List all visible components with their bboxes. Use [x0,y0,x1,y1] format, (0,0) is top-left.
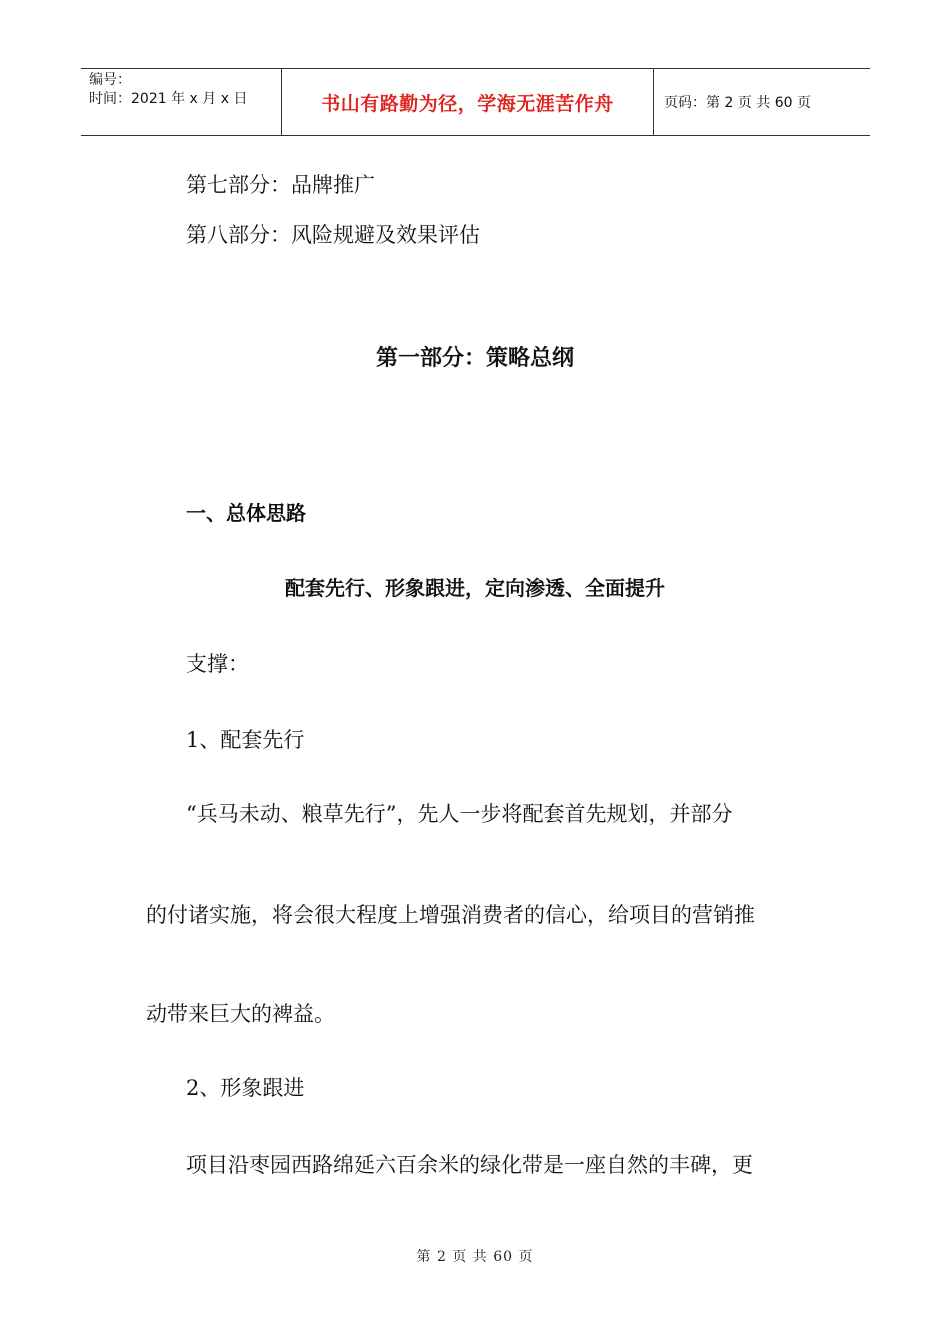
item-2-paragraph-line-1: 项目沿枣园西路绵延六百余米的绿化带是一座自然的丰碑，更 [186,1153,753,1177]
header-page-number: 页码：第 2 页 共 60 页 [664,95,811,111]
item-1-paragraph-line-2: 的付诸实施，将会很大程度上增强消费者的信心，给项目的营销推 [146,903,755,927]
item-1-paragraph-line-1: “兵马未动、粮草先行”，先人一步将配套首先规划，并部分 [186,802,733,826]
item-2-title: 2、形象跟进 [186,1076,305,1100]
toc-item-part-7: 第七部分：品牌推广 [186,173,375,197]
item-1-title: 1、配套先行 [186,728,305,752]
item-1-paragraph-line-3: 动带来巨大的裨益。 [146,1002,335,1026]
strategy-slogan: 配套先行、形象跟进，定向渗透、全面提升 [285,576,665,600]
toc-item-part-8: 第八部分：风险规避及效果评估 [186,223,480,247]
subsection-title: 一、总体思路 [186,501,306,525]
document-number-label: 编号： [89,72,131,88]
header-meta [81,69,282,135]
support-label: 支撑： [186,652,249,676]
page-header [81,68,870,136]
section-title: 第一部分：策略总纲 [375,346,574,371]
document-time-label: 时间：2021 年 x 月 x 日 [89,91,248,107]
header-motto: 书山有路勤为径，学海无涯苦作舟 [282,69,654,135]
page-footer: 第 2 页 共 60 页 [416,1249,534,1265]
